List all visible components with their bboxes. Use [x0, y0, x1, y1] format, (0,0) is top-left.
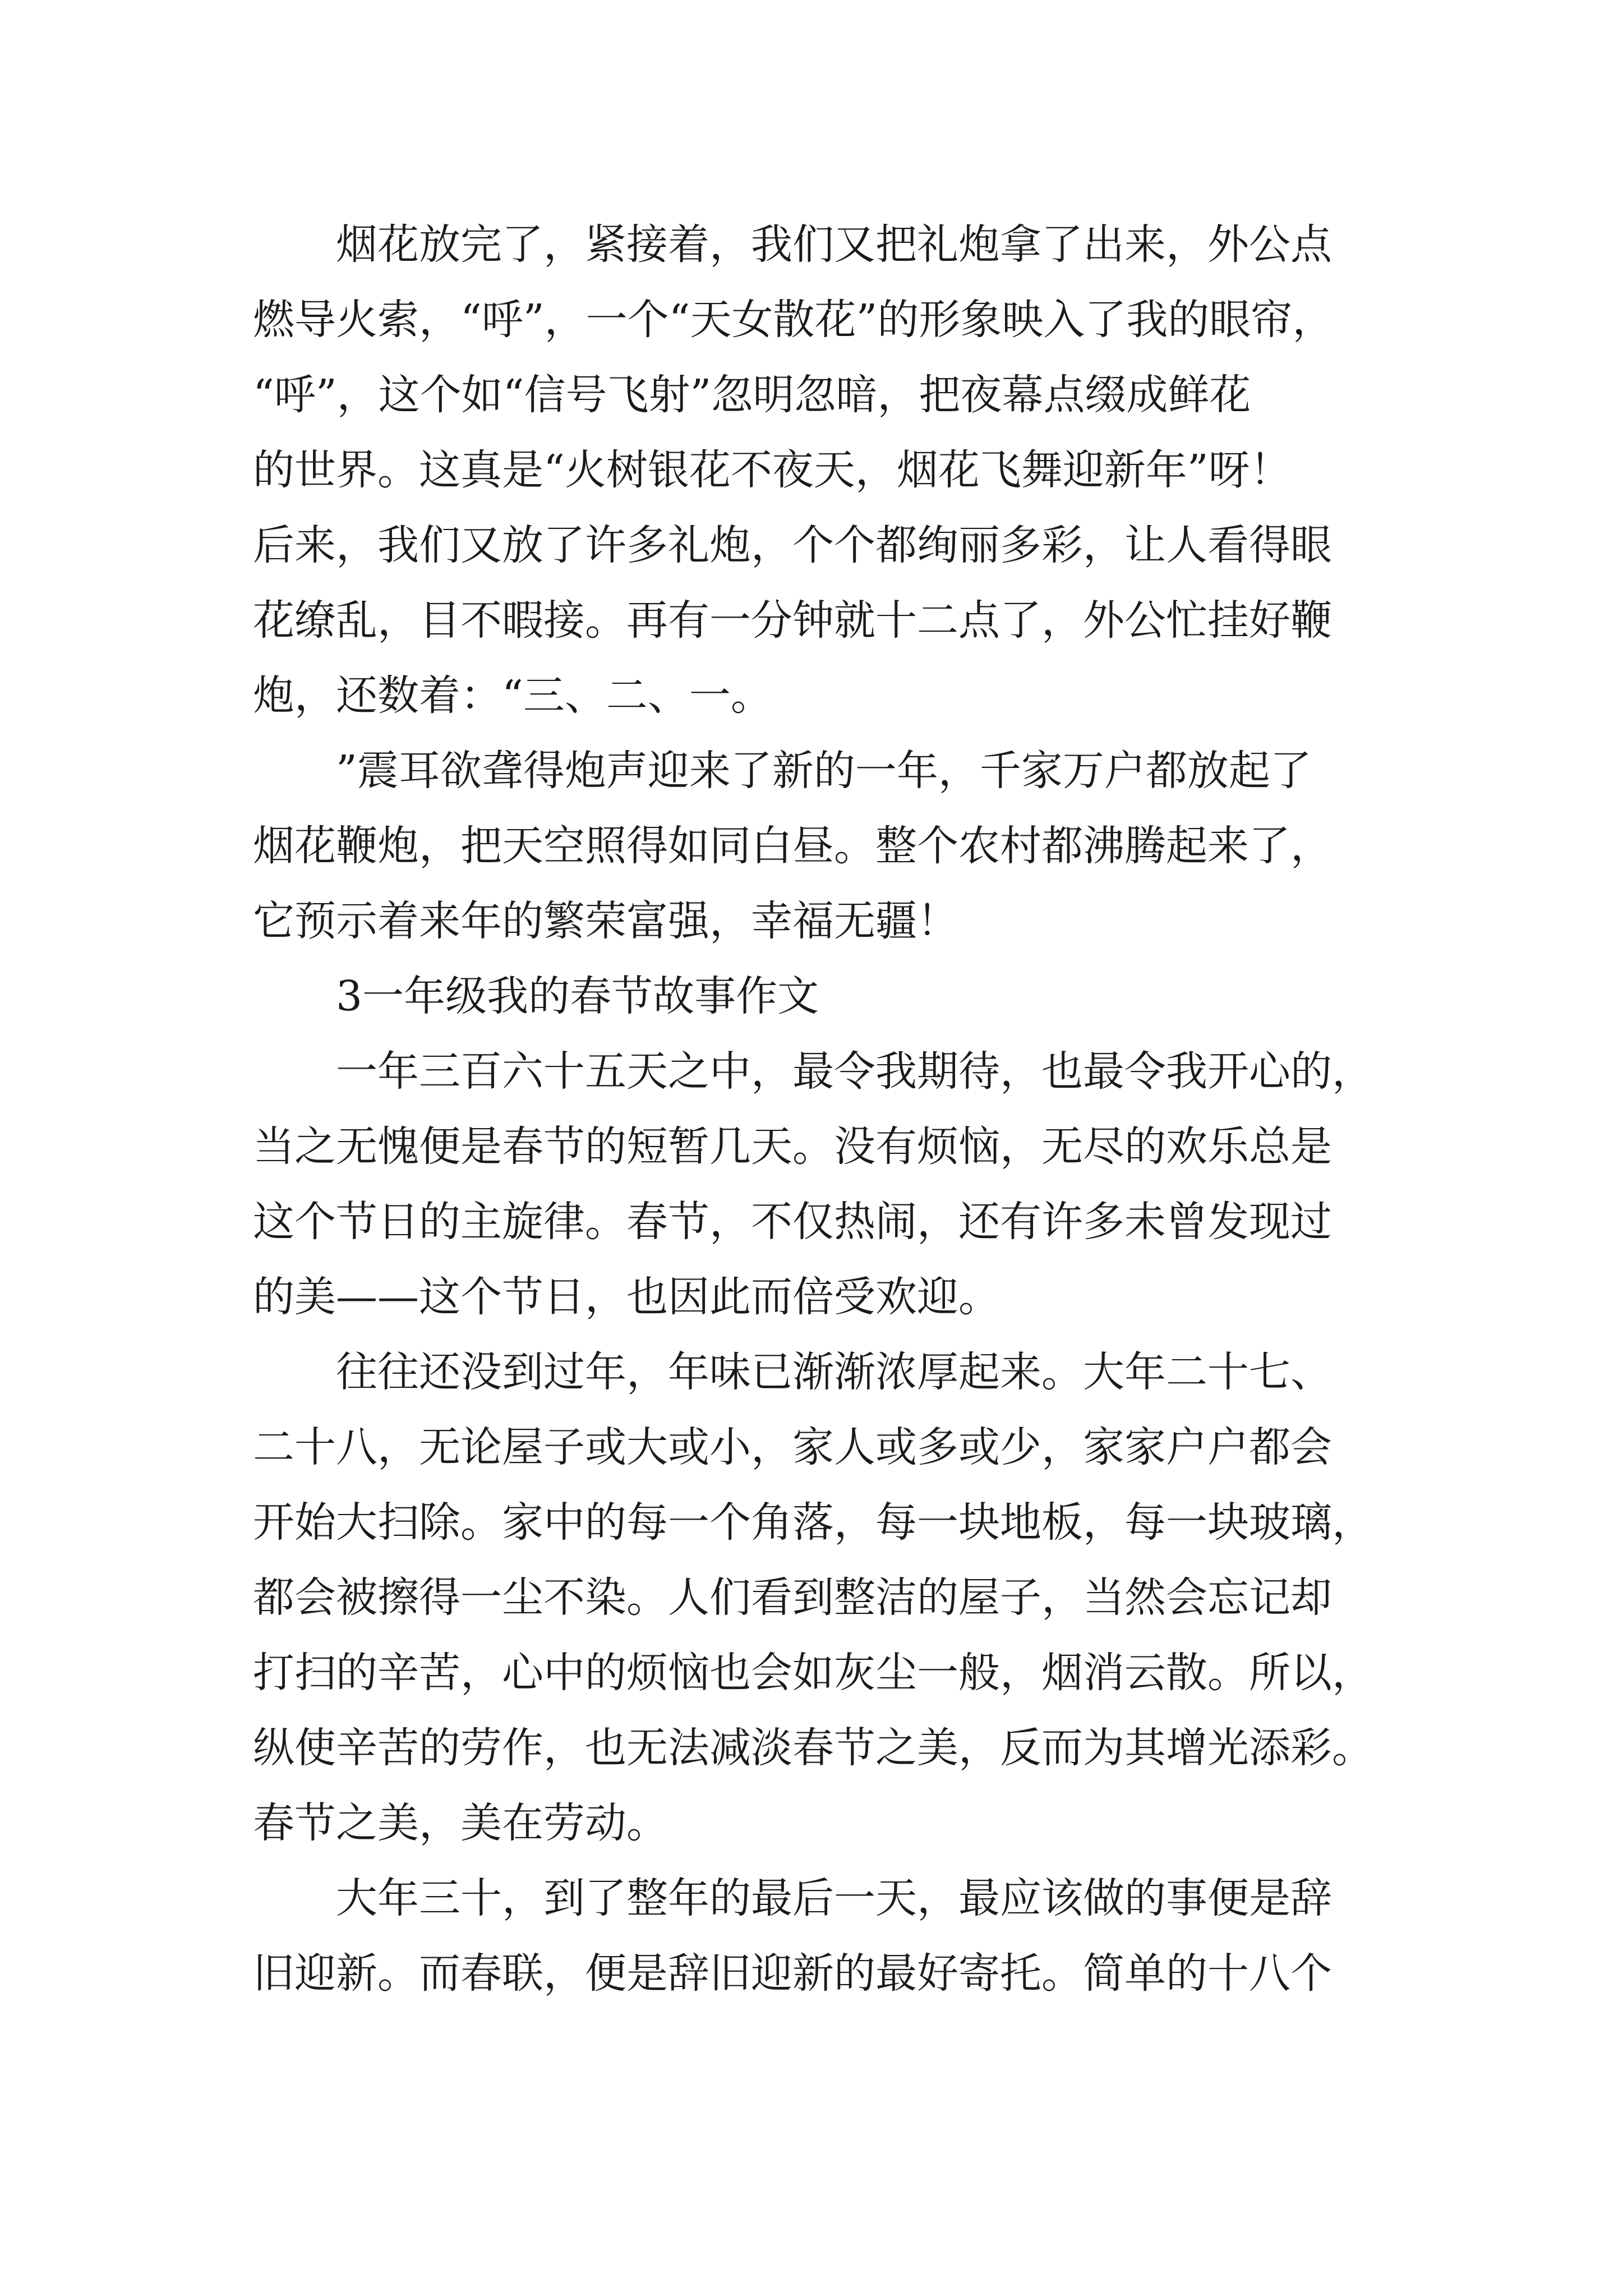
- text-line: 二十八，无论屋子或大或小，家人或多或少，家家户户都会: [253, 1423, 1332, 1471]
- text-line: 都会被擦得一尘不染。人们看到整洁的屋子，当然会忘记却: [253, 1573, 1332, 1622]
- text-line: 旧迎新。而春联，便是辞旧迎新的最好寄托。简单的十八个: [253, 1949, 1332, 1998]
- text-line: 开始大扫除。家中的每一个角落，每一块地板，每一块玻璃，: [253, 1498, 1373, 1547]
- text-line: ”震耳欲聋得炮声迎来了新的一年，千家万户都放起了: [336, 747, 1312, 795]
- text-line: 它预示着来年的繁荣富强，幸福无疆！: [253, 897, 958, 945]
- section-heading: 3一年级我的春节故事作文: [336, 972, 819, 1020]
- text-line: 燃导火索，“呼”，一个“天女散花”的形象映入了我的眼帘，: [253, 296, 1334, 344]
- text-line: 花缭乱，目不暇接。再有一分钟就十二点了，外公忙挂好鞭: [253, 596, 1332, 645]
- text-line: 纵使辛苦的劳作，也无法减淡春节之美，反而为其增光添彩。: [253, 1724, 1373, 1772]
- text-line: 一年三百六十五天之中，最令我期待，也最令我开心的，: [336, 1047, 1373, 1096]
- text-line: 打扫的辛苦，心中的烦恼也会如灰尘一般，烟消云散。所以，: [253, 1649, 1373, 1697]
- text-line: “呼”，这个如“信号飞射”忽明忽暗，把夜幕点缀成鲜花: [253, 371, 1251, 419]
- text-line: 烟花放完了，紧接着，我们又把礼炮拿了出来，外公点: [336, 220, 1332, 269]
- text-line: 大年三十，到了整年的最后一天，最应该做的事便是辞: [336, 1874, 1332, 1922]
- text-line: 的世界。这真是“火树银花不夜天，烟花飞舞迎新年”呀！: [253, 446, 1292, 494]
- text-line: 往往还没到过年，年味已渐渐浓厚起来。大年二十七、: [336, 1348, 1332, 1396]
- text-line: 的美——这个节日，也因此而倍受欢迎。: [253, 1273, 1000, 1321]
- text-line: 烟花鞭炮，把天空照得如同白昼。整个农村都沸腾起来了，: [253, 822, 1332, 870]
- text-line: 后来，我们又放了许多礼炮，个个都绚丽多彩，让人看得眼: [253, 521, 1332, 569]
- text-line: 炮，还数着：“三、二、一。: [253, 671, 772, 720]
- text-line: 当之无愧便是春节的短暂几天。没有烦恼，无尽的欢乐总是: [253, 1122, 1332, 1171]
- text-line: 春节之美，美在劳动。: [253, 1799, 668, 1847]
- text-line: 这个节日的主旋律。春节，不仅热闹，还有许多未曾发现过: [253, 1198, 1332, 1246]
